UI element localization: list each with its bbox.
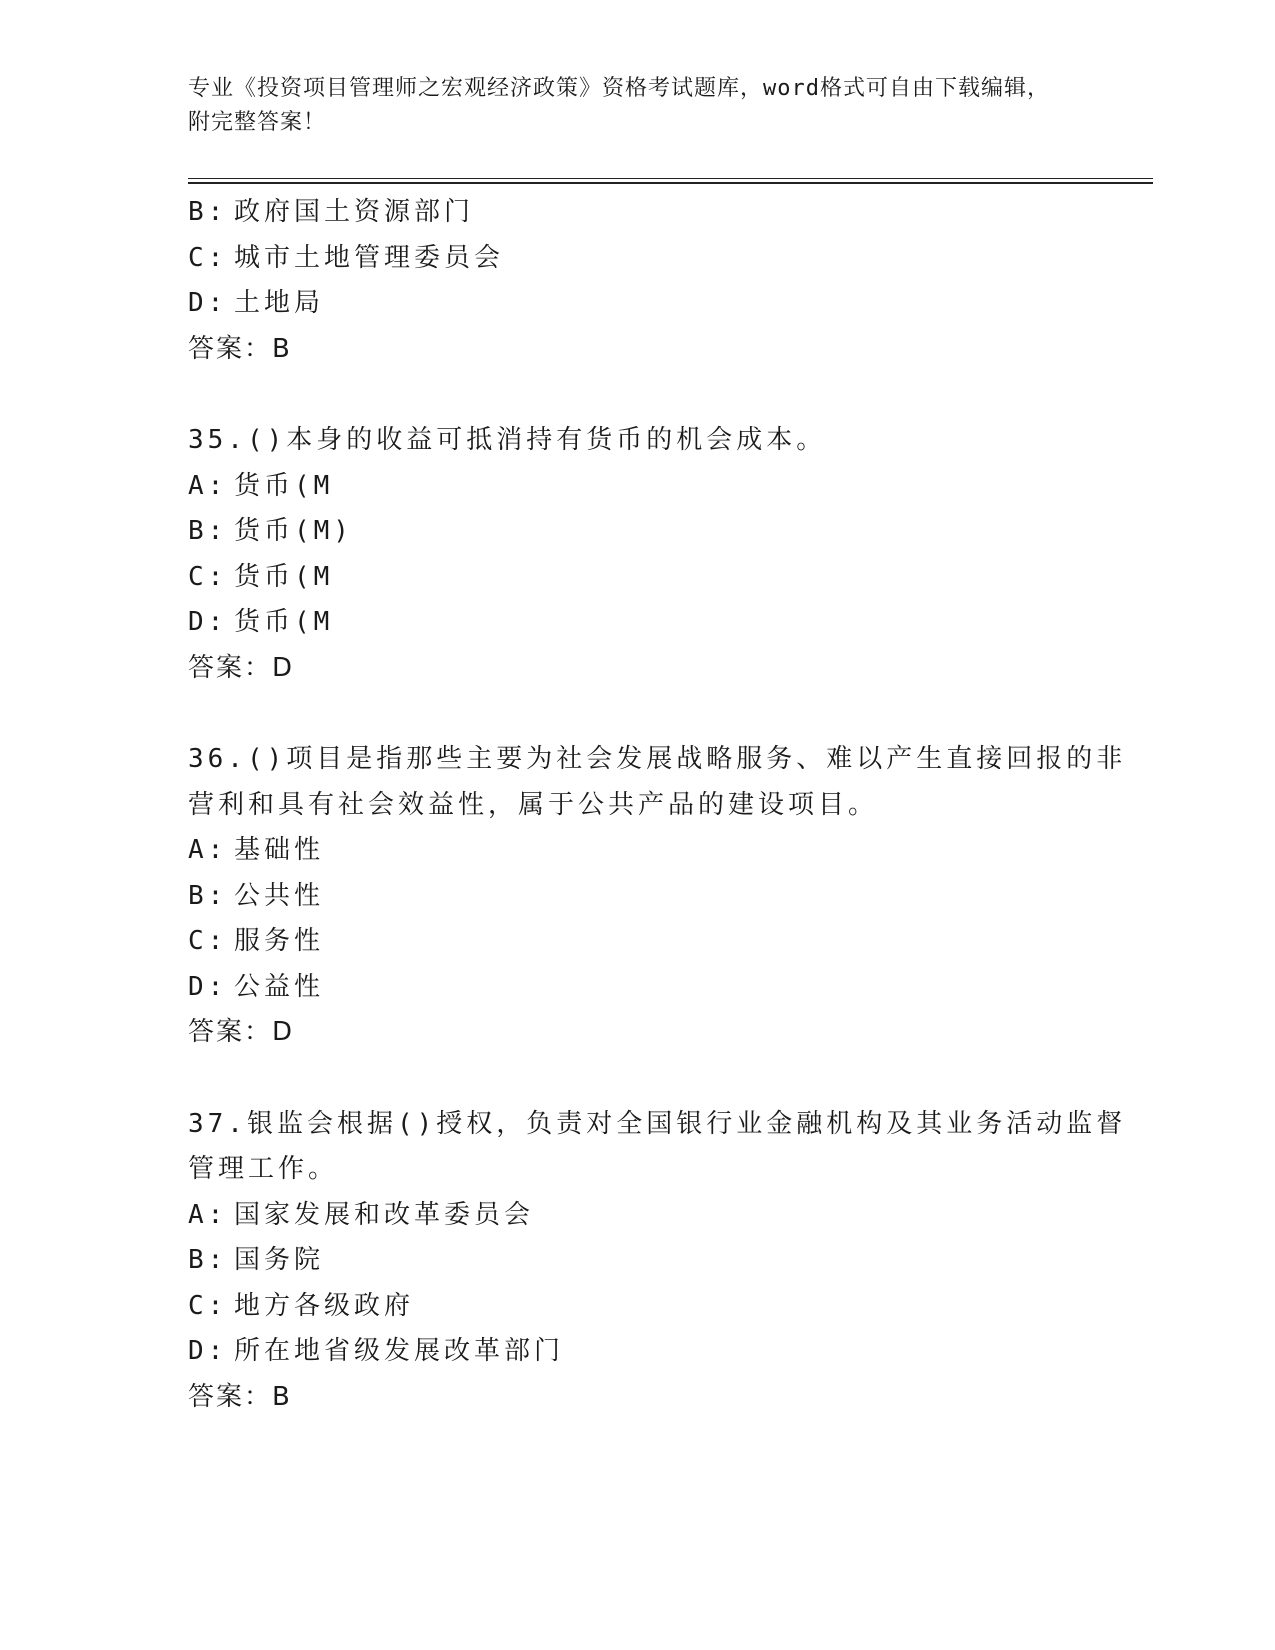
option-b: B: 国务院 — [188, 1245, 325, 1275]
option-b: B: 公共性 — [188, 880, 325, 911]
option-a: A: 国家发展和改革委员会 — [188, 1199, 535, 1230]
question-block-36 — [188, 737, 1127, 1056]
header-text: 专业《投资项目管理师之宏观经济政策》资格考试题库，word格式可自由下载编辑，附完整答案！ — [188, 76, 1050, 135]
option-c: C: 城市土地管理委员会 — [188, 242, 505, 273]
question-text-continued: 管理工作。 — [188, 1154, 339, 1184]
option-d: D: 公益性 — [188, 971, 325, 1002]
document-header — [188, 72, 1068, 140]
option-b: B: 政府国土资源部门 — [188, 197, 475, 227]
question-block-37 — [188, 1102, 1127, 1421]
option-d: D: 所在地省级发展改革部门 — [188, 1336, 565, 1366]
option-c: C: 地方各级政府 — [188, 1290, 415, 1321]
option-d: D: 土地局 — [188, 288, 325, 318]
question-text: 35.()本身的收益可抵消持有货币的机会成本。 — [188, 425, 827, 455]
option-c: C: 服务性 — [188, 926, 325, 956]
question-text: 36.()项目是指那些主要为社会发展战略服务、难以产生直接回报的非 — [188, 744, 1127, 774]
answer-line: 答案：B — [188, 333, 292, 364]
answer-line: 答案：D — [188, 652, 295, 683]
option-a: A: 基础性 — [188, 835, 325, 865]
answer-line: 答案：B — [188, 1381, 292, 1412]
question-content — [188, 190, 1127, 1420]
option-d: D: 货币(M — [188, 607, 334, 637]
option-b: B: 货币(M) — [188, 516, 353, 546]
header-divider-thin — [188, 178, 1153, 179]
question-text-continued: 营利和具有社会效益性，属于公共产品的建设项目。 — [188, 789, 879, 820]
question-block-35 — [188, 418, 1088, 691]
option-a: A: 货币(M — [188, 470, 334, 501]
header-divider-thick — [188, 182, 1153, 184]
question-text: 37.银监会根据()授权，负责对全国银行业金融机构及其业务活动监督 — [188, 1108, 1127, 1139]
option-c: C: 货币(M — [188, 561, 334, 592]
question-block-34-partial — [188, 190, 1088, 372]
answer-line: 答案：D — [188, 1017, 295, 1047]
